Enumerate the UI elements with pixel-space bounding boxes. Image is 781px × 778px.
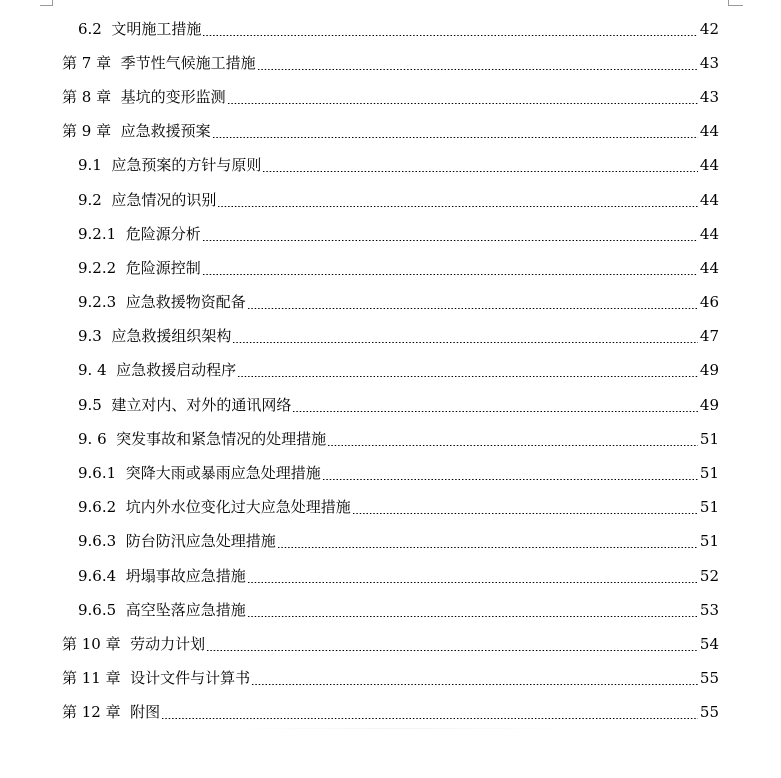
toc-page-number: 51 bbox=[699, 498, 719, 517]
page-corner-mark-left bbox=[40, 0, 53, 6]
toc-entry-chapter-10[interactable] bbox=[0, 627, 781, 661]
toc-entry-9-3[interactable] bbox=[0, 320, 781, 354]
toc-entry-9-2[interactable] bbox=[0, 183, 781, 217]
table-of-contents bbox=[0, 12, 781, 730]
toc-dot-leader bbox=[202, 240, 698, 241]
toc-entry-9-6-1[interactable] bbox=[0, 456, 781, 490]
toc-dot-leader bbox=[202, 35, 698, 36]
toc-dot-leader bbox=[277, 547, 698, 548]
toc-dot-leader bbox=[202, 274, 698, 275]
toc-page-number: 44 bbox=[699, 122, 719, 141]
toc-entry-9-1[interactable] bbox=[0, 149, 781, 183]
toc-dot-leader bbox=[262, 171, 698, 172]
toc-entry-title: 6.2 文明施工措施 bbox=[78, 19, 202, 38]
toc-entry-title: 9.3 应急救援组织架构 bbox=[78, 327, 232, 346]
toc-entry-title: 第 8 章 基坑的变形监测 bbox=[62, 87, 226, 106]
toc-dot-leader bbox=[292, 411, 698, 412]
toc-entry-chapter-12[interactable] bbox=[0, 696, 781, 730]
toc-entry-chapter-8[interactable] bbox=[0, 80, 781, 114]
toc-dot-leader bbox=[251, 684, 698, 685]
toc-dot-leader bbox=[232, 342, 698, 343]
toc-entry-title: 9.2.2 危险源控制 bbox=[78, 258, 201, 277]
toc-dot-leader bbox=[322, 479, 698, 480]
toc-entry-chapter-11[interactable] bbox=[0, 662, 781, 696]
toc-entry-title: 9.6.5 高空坠落应急措施 bbox=[78, 600, 246, 619]
toc-entry-9-6-2[interactable] bbox=[0, 491, 781, 525]
toc-page-number: 51 bbox=[699, 532, 719, 551]
toc-page-number: 44 bbox=[699, 190, 719, 209]
toc-dot-leader bbox=[327, 445, 698, 446]
toc-entry-title: 9.6.3 防台防汛应急处理措施 bbox=[78, 532, 276, 551]
toc-entry-title: 9.6.2 坑内外水位变化过大应急处理措施 bbox=[78, 498, 351, 517]
toc-entry-title: 第 10 章 劳动力计划 bbox=[62, 634, 206, 653]
toc-page-number: 49 bbox=[699, 361, 719, 380]
toc-dot-leader bbox=[247, 308, 698, 309]
toc-entry-9-6-3[interactable] bbox=[0, 525, 781, 559]
toc-dot-leader bbox=[247, 582, 698, 583]
toc-page-number: 51 bbox=[699, 464, 719, 483]
toc-entry-title: 9.6.4 坍塌事故应急措施 bbox=[78, 566, 246, 585]
toc-dot-leader bbox=[257, 69, 698, 70]
toc-dot-leader bbox=[237, 376, 698, 377]
toc-entry-title: 9. 4 应急救援启动程序 bbox=[78, 361, 237, 380]
toc-page-number: 55 bbox=[699, 703, 719, 722]
toc-dot-leader bbox=[212, 137, 698, 138]
toc-page-number: 44 bbox=[699, 224, 719, 243]
toc-entry-title: 9.2.3 应急救援物资配备 bbox=[78, 293, 246, 312]
toc-page-number: 43 bbox=[699, 87, 719, 106]
toc-dot-leader bbox=[217, 206, 698, 207]
toc-page-number: 46 bbox=[699, 293, 719, 312]
toc-page-number: 43 bbox=[699, 53, 719, 72]
toc-entry-title: 9. 6 突发事故和紧急情况的处理措施 bbox=[78, 429, 327, 448]
toc-page-number: 47 bbox=[699, 327, 719, 346]
toc-entry-title: 第 11 章 设计文件与计算书 bbox=[62, 669, 251, 688]
toc-entry-9-6-5[interactable] bbox=[0, 593, 781, 627]
toc-entry-9-2-1[interactable] bbox=[0, 217, 781, 251]
toc-entry-title: 第 9 章 应急救援预案 bbox=[62, 122, 211, 141]
toc-entry-title: 9.1 应急预案的方针与原则 bbox=[78, 156, 262, 175]
toc-page-number: 44 bbox=[699, 156, 719, 175]
toc-entry-title: 9.6.1 突降大雨或暴雨应急处理措施 bbox=[78, 464, 321, 483]
toc-dot-leader bbox=[352, 513, 698, 514]
toc-entry-9-6-4[interactable] bbox=[0, 559, 781, 593]
toc-page-number: 53 bbox=[699, 600, 719, 619]
toc-entry-9-4[interactable] bbox=[0, 354, 781, 388]
toc-page-number: 54 bbox=[699, 634, 719, 653]
toc-entry-title: 9.5 建立对内、对外的通讯网络 bbox=[78, 395, 292, 414]
toc-entry-9-2-3[interactable] bbox=[0, 286, 781, 320]
toc-entry-title: 第 7 章 季节性气候施工措施 bbox=[62, 53, 256, 72]
toc-page-number: 51 bbox=[699, 429, 719, 448]
page-corner-mark-right bbox=[728, 0, 743, 6]
toc-entry-title: 9.2 应急情况的识别 bbox=[78, 190, 217, 209]
toc-entry-9-6[interactable] bbox=[0, 422, 781, 456]
toc-dot-leader bbox=[247, 616, 698, 617]
toc-dot-leader bbox=[227, 103, 698, 104]
toc-entry-title: 9.2.1 危险源分析 bbox=[78, 224, 201, 243]
toc-entry-6-2[interactable] bbox=[0, 12, 781, 46]
toc-dot-leader bbox=[161, 718, 698, 719]
page-faint-rule bbox=[230, 728, 570, 729]
toc-page-number: 55 bbox=[699, 669, 719, 688]
toc-entry-chapter-9[interactable] bbox=[0, 115, 781, 149]
toc-entry-title: 第 12 章 附图 bbox=[62, 703, 161, 722]
toc-page-number: 44 bbox=[699, 258, 719, 277]
toc-entry-9-2-2[interactable] bbox=[0, 251, 781, 285]
toc-entry-chapter-7[interactable] bbox=[0, 46, 781, 80]
toc-page-number: 49 bbox=[699, 395, 719, 414]
toc-dot-leader bbox=[206, 650, 698, 651]
toc-entry-9-5[interactable] bbox=[0, 388, 781, 422]
toc-page-number: 42 bbox=[699, 19, 719, 38]
toc-page-number: 52 bbox=[699, 566, 719, 585]
